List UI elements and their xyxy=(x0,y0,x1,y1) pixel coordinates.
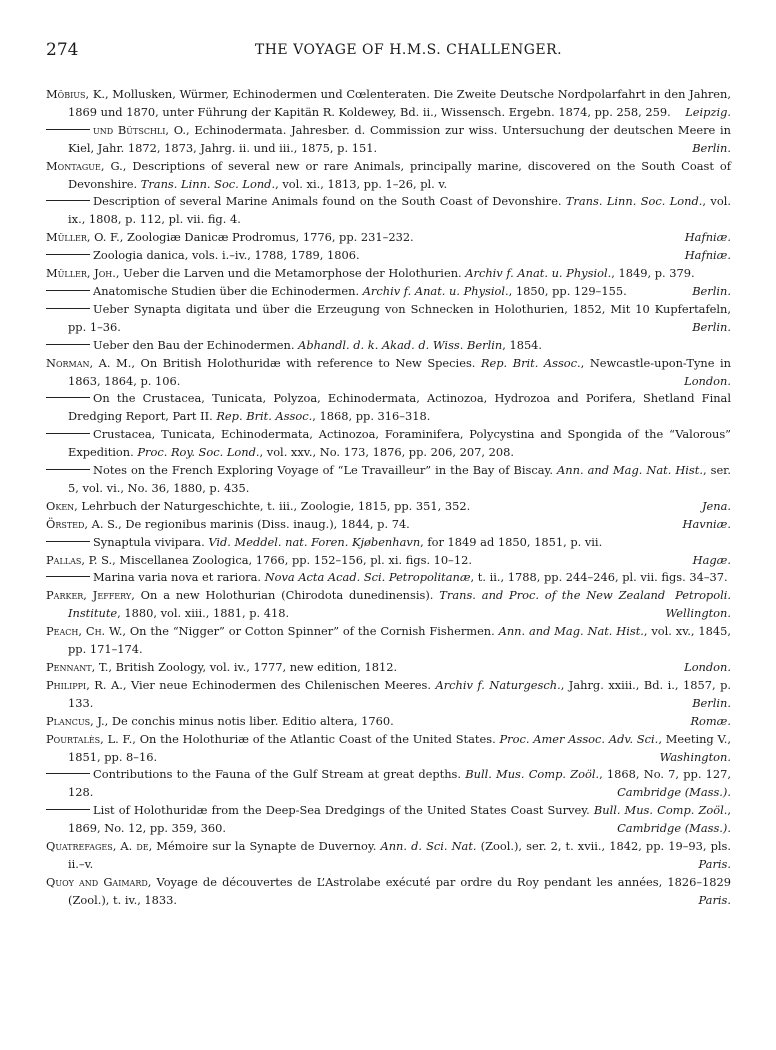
reference-details: , vol. xv., 1845, pp. 171–174. xyxy=(68,624,731,657)
reference-title: Description of several Marine Animals found on the South Coast of Devonshire. xyxy=(93,194,566,209)
journal-title: Bull. Mus. Comp. Zoöl. xyxy=(593,803,728,818)
ditto-dash xyxy=(46,809,90,810)
reference-author: Peach, Ch. W., xyxy=(46,624,126,639)
reference-title: De conchis minus notis liber. Editio altera, 1760. xyxy=(108,713,394,728)
reference-entry xyxy=(46,390,731,426)
reference-entry xyxy=(46,462,731,498)
ditto-dash xyxy=(46,469,90,470)
reference-title: Crustacea, Tunicata, Echinodermata, Actinozoa, Foraminifera, Polycystina and Spongida of the “Valorous” Expedition. xyxy=(68,427,731,460)
reference-author: Pennant, T., xyxy=(46,660,113,674)
reference-entry xyxy=(46,534,731,552)
reference-details: , vol. xi., 1813, pp. 1–26, pl. v. xyxy=(275,176,448,191)
reference-details: , 1854. xyxy=(502,337,543,352)
publication-place: Leipzig. xyxy=(685,104,731,119)
reference-author: Plancus, J., xyxy=(46,713,109,728)
reference-details: , ser. 5, vol. vi., No. 36, 1880, p. 435. xyxy=(68,463,731,495)
journal-title: Trans. Linn. Soc. Lond. xyxy=(565,194,703,209)
reference-entry xyxy=(46,731,731,767)
publication-place: London. xyxy=(684,660,731,674)
reference-author: Möbius, K., xyxy=(46,87,109,101)
reference-entry xyxy=(46,229,731,247)
publication-place: Cambridge (Mass.). xyxy=(617,785,731,800)
reference-entry xyxy=(46,283,731,301)
journal-title: Trans. and Proc. of the New Zealand Institute xyxy=(68,588,666,621)
reference-title: Ueber die Larven und die Metamorphose der Holothurien. xyxy=(119,266,466,281)
reference-entry xyxy=(46,874,731,910)
journal-title: Abhandl. d. k. Akad. d. Wiss. Berlin xyxy=(298,337,503,352)
publication-place: Berlin. xyxy=(692,695,731,710)
reference-author: Parker, Jeffery, xyxy=(46,588,135,603)
reference-author: Quatrefages, A. de, xyxy=(46,839,153,854)
reference-entry xyxy=(46,498,731,516)
reference-entry xyxy=(46,122,731,158)
reference-entry xyxy=(46,802,731,838)
reference-details: , vol. xxv., No. 173, 1876, pp. 206, 207, 208. xyxy=(259,445,514,460)
document-page xyxy=(46,40,731,910)
reference-author: Müller, O. F., xyxy=(46,230,124,245)
publication-place: Havniæ. xyxy=(682,516,731,531)
reference-author: Montague, G., xyxy=(46,158,127,173)
reference-title: De regionibus marinis (Diss. inaug.), 1844, p. 74. xyxy=(121,516,410,531)
reference-list xyxy=(46,86,731,910)
journal-title: Rep. Brit. Assoc. xyxy=(216,409,313,424)
reference-author: Müller, Joh., xyxy=(46,266,120,281)
reference-entry xyxy=(46,426,731,462)
reference-details: , t. ii., 1788, pp. 244–246, pl. vii. figs. 34–37. xyxy=(470,570,728,585)
reference-details: , Jahrg. xxiii., Bd. i., 1857, p. 133. xyxy=(68,677,731,710)
reference-entry xyxy=(46,247,731,265)
journal-title: Proc. Roy. Soc. Lond. xyxy=(137,445,260,460)
publication-place: Hafniæ. xyxy=(684,230,731,245)
reference-title: British Zoology, vol. iv., 1777, new edition, 1812. xyxy=(112,660,398,674)
reference-entry xyxy=(46,301,731,337)
reference-title: Ueber Synapta digitata und über die Erzeugung von Schnecken in Holothurien, 1852, Mit 10 Kupfertafeln, pp. 1–36. xyxy=(68,301,731,334)
ditto-dash xyxy=(46,254,90,255)
reference-title: Zoologia danica, vols. i.–iv., 1788, 1789, 1806. xyxy=(93,248,360,263)
reference-title: Echinodermata. Jahresber. d. Commission zur wiss. Untersuchung der deutschen Meere in Kiel, Jahr. 1872, 1873, Jahrg. ii. und iii., 1875, p. 151. xyxy=(68,122,731,155)
publication-place: Washington. xyxy=(659,749,731,764)
reference-entry xyxy=(46,659,731,677)
journal-title: Vid. Meddel. nat. Foren. Kjøbenhavn xyxy=(208,534,421,549)
reference-author: Norman, A. M., xyxy=(46,355,135,370)
reference-entry xyxy=(46,337,731,355)
journal-title: Trans. Linn. Soc. Lond. xyxy=(140,176,276,191)
reference-details: , for 1849 ad 1850, 1851, p. vii. xyxy=(420,534,603,549)
reference-entry xyxy=(46,86,731,122)
ditto-dash xyxy=(46,541,90,542)
reference-details: , 1850, pp. 129–155. xyxy=(508,283,627,298)
publication-place: Romæ. xyxy=(690,713,731,728)
publication-place: Berlin. xyxy=(692,283,731,298)
journal-title: Bull. Mus. Comp. Zoöl. xyxy=(465,767,600,782)
reference-entry xyxy=(46,838,731,874)
reference-entry xyxy=(46,587,731,623)
reference-title: Lehrbuch der Naturgeschichte, t. iii., Zoologie, 1815, pp. 351, 352. xyxy=(77,498,471,513)
publication-place: Cambridge (Mass.). xyxy=(617,821,731,836)
ditto-dash xyxy=(46,773,90,774)
reference-author: und Bütschli, O., xyxy=(93,122,190,137)
journal-title: Rep. Brit. Assoc. xyxy=(480,355,581,370)
reference-entry xyxy=(46,355,731,391)
reference-author: Örsted, A. S., xyxy=(46,516,122,531)
reference-details: , vol. ix., 1808, p. 112, pl. vii. fig. 4. xyxy=(68,194,731,227)
reference-entry xyxy=(46,552,731,570)
page-header xyxy=(46,40,731,66)
reference-title: Notes on the French Exploring Voyage of “Le Travailleur” in the Bay of Biscay. xyxy=(93,463,558,478)
reference-entry xyxy=(46,193,731,229)
reference-details: , 1880, vol. xiii., 1881, p. 418. xyxy=(117,606,290,621)
ditto-dash xyxy=(46,308,90,309)
reference-entry xyxy=(46,516,731,534)
journal-title: Archiv f. Anat. u. Physiol. xyxy=(465,266,612,281)
publication-place: Berlin. xyxy=(692,140,731,155)
running-title: THE VOYAGE OF H.M.S. CHALLENGER. xyxy=(254,42,563,58)
ditto-dash xyxy=(46,200,90,201)
publication-place: Berlin. xyxy=(692,319,731,334)
page-number: 274 xyxy=(46,40,79,60)
reference-title: Voyage de découvertes de L’Astrolabe exécuté par ordre du Roy pendant les années, 1826–1829 (Zool.), t. iv., 1833. xyxy=(68,874,732,907)
publication-place: Paris. xyxy=(698,856,731,871)
publication-place: Wellington. xyxy=(665,606,731,621)
reference-entry xyxy=(46,623,731,659)
journal-title: Proc. Amer Assoc. Adv. Sci. xyxy=(499,731,659,746)
ditto-dash xyxy=(46,290,90,291)
journal-title: Ann. and Mag. Nat. Hist. xyxy=(498,624,644,639)
publication-place: London. xyxy=(684,373,731,388)
reference-details: , 1869, No. 12, pp. 359, 360. xyxy=(68,803,731,836)
journal-title: Nova Acta Acad. Sci. Petropolitanæ xyxy=(264,570,471,585)
journal-title: Ann. and Mag. Nat. Hist. xyxy=(557,463,703,478)
reference-title: Descriptions of several new or rare Animals, principally marine, discovered on the South Coast of Devonshire. xyxy=(68,158,732,191)
reference-details: (Zool.), ser. 2, t. xvii., 1842, pp. 19–93, pls. ii.–v. xyxy=(68,839,731,871)
ditto-dash xyxy=(46,433,90,434)
reference-entry xyxy=(46,677,731,713)
ditto-dash xyxy=(46,397,90,398)
reference-title: Marina varia nova et rariora. xyxy=(93,570,265,585)
publication-place: Petropoli. xyxy=(675,588,731,603)
publication-place: Jena. xyxy=(701,498,731,513)
reference-title: List of Holothuridæ from the Deep-Sea Dredgings of the United States Coast Survey. xyxy=(93,803,594,818)
reference-entry xyxy=(46,158,731,194)
reference-entry xyxy=(46,713,731,731)
reference-title: On a new Holothurian (Chirodota dunedinensis). xyxy=(134,588,440,603)
reference-title: Mollusken, Würmer, Echinodermen und Cœlenteraten. Die Zweite Deutsche Nordpolarfahrt in den Jahren, 1869 und 1870, unter Führung der Kapitän R. Koldewey, Bd. ii., Wissensch. Ergebn. 1874, pp. 258, 259. xyxy=(68,87,731,119)
publication-place: Hagæ. xyxy=(692,552,731,567)
reference-title: Anatomische Studien über die Echinodermen. xyxy=(93,283,363,298)
reference-author: Pourtalès, L. F., xyxy=(46,731,136,746)
reference-title: Vier neue Echinodermen des Chilenischen Meeres. xyxy=(126,677,436,692)
reference-author: Quoy and Gaimard, xyxy=(46,874,152,889)
journal-title: Archiv f. Naturgesch. xyxy=(435,677,561,692)
publication-place: Hafniæ. xyxy=(684,248,731,263)
reference-details: , Meeting V., 1851, pp. 8–16. xyxy=(68,731,731,764)
journal-title: Ann. d. Sci. Nat. xyxy=(380,839,477,854)
publication-place: Paris. xyxy=(698,892,731,907)
reference-entry xyxy=(46,766,731,802)
reference-title: On the Holothuriæ of the Atlantic Coast of the United States. xyxy=(135,731,500,746)
reference-details: , 1849, p. 379. xyxy=(611,266,695,281)
reference-author: Pallas, P. S., xyxy=(46,552,116,567)
ditto-dash xyxy=(46,576,90,577)
reference-details: , Newcastle-upon-Tyne in 1863, 1864, p. 106. xyxy=(68,355,731,388)
reference-title: Miscellanea Zoologica, 1766, pp. 152–156, pl. xi. figs. 10–12. xyxy=(115,552,472,567)
reference-author: Oken, xyxy=(46,498,78,513)
reference-author: Philippi, R. A., xyxy=(46,677,127,692)
reference-title: Contributions to the Fauna of the Gulf Stream at great depths. xyxy=(93,767,466,782)
ditto-dash xyxy=(46,129,90,130)
journal-title: Archiv f. Anat. u. Physiol. xyxy=(362,283,509,298)
ditto-dash xyxy=(46,344,90,345)
reference-title: On the “Nigger” or Cotton Spinner” of the Cornish Fishermen. xyxy=(125,624,499,639)
reference-title: On the Crustacea, Tunicata, Polyzoa, Echinodermata, Actinozoa, Hydrozoa and Porifera, Shetland Final Dredging Report, Part II. xyxy=(68,391,731,424)
reference-details: , 1868, pp. 316–318. xyxy=(312,409,431,424)
reference-title: Synaptula vivipara. xyxy=(93,534,209,549)
reference-title: On British Holothuridæ with reference to New Species. xyxy=(134,355,481,370)
reference-details: , 1868, No. 7, pp. 127, 128. xyxy=(68,767,731,800)
reference-title: Zoologiæ Danicæ Prodromus, 1776, pp. 231–232. xyxy=(123,230,414,245)
reference-title: Mémoire sur la Synapte de Duvernoy. xyxy=(152,839,381,854)
reference-title: Ueber den Bau der Echinodermen. xyxy=(93,337,299,352)
